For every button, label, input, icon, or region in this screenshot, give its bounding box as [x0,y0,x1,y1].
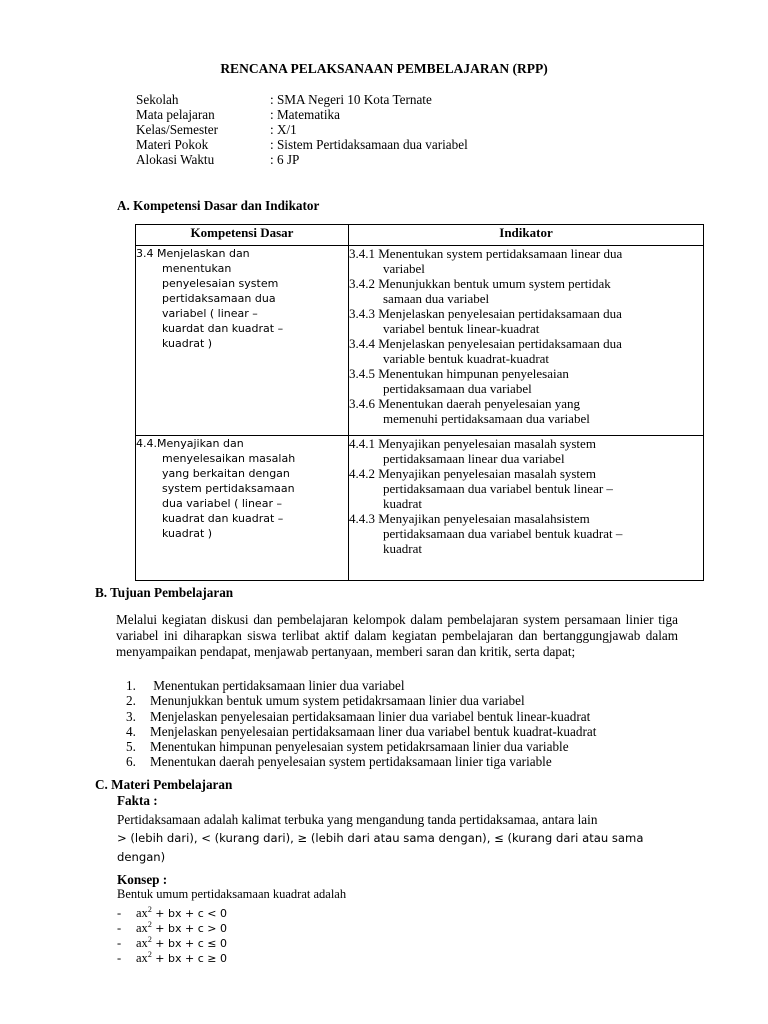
indicator-item [349,246,703,276]
identity-value: : 6 JP [270,152,300,167]
list-item [126,693,596,708]
formula-exponent: 2 [147,905,152,914]
indicator-line: kuadrat [383,496,422,511]
list-dash: - [117,951,122,966]
list-text: Menentukan pertidaksamaan linier dua variabel [150,678,405,693]
section-c-heading: C. Materi Pembelajaran [95,777,233,792]
formula-rest: + bx + c < 0 [151,907,227,921]
indicator-item [349,276,703,306]
indicator-item [349,336,703,366]
identity-label: Alokasi Waktu [136,152,215,167]
kd-line: 3.4 Menjelaskan dan [136,247,250,260]
list-number: 5. [126,739,136,755]
kd-line: pertidaksamaan dua [162,292,276,305]
list-item [117,917,227,936]
indicator-item [349,511,703,556]
identity-value: : X/1 [270,122,297,137]
list-item [117,932,227,951]
list-number: 1. [126,678,136,693]
kd-line: penyelesaian system [162,277,279,290]
identity-value: : Sistem Pertidaksamaan dua variabel [270,137,468,152]
list-item [126,724,596,739]
indicator-item [349,396,703,426]
kd-line: kuadrat ) [162,337,213,350]
indicator-line: memenuhi pertidaksamaan dua variabel [383,411,590,426]
formula-rest: + bx + c ≤ 0 [151,937,227,951]
list-text: Menentukan daerah penyelesaian system pertidaksamaan linier tiga variable [150,754,552,770]
konsep-label: Konsep : [117,872,168,887]
indicator-item [349,466,703,511]
formula-ax: ax [136,921,148,936]
konsep-intro: Bentuk umum pertidaksamaan kuadrat adalah [117,887,347,901]
list-item [126,678,596,693]
objective-paragraph: Melalui kegiatan diskusi dan pembelajaran kelompok dalam pembelajaran system persamaan linier tiga variabel ini diharapkan siswa terlibat aktif dalam kegiatan pembelajaran dan bertanggungjawab dalam menyampaikan pendapat, menjawab pertanyaan, memberi saran dan kritik, serta dapat; [116,612,678,659]
indicator-line: pertidaksamaan dua variabel bentuk linear – [383,481,613,496]
formula-rest: + bx + c > 0 [151,922,227,936]
indicator-line: 3.4.5 Menentukan himpunan penyelesaian [349,366,569,381]
identity-label: Mata pelajaran [136,107,215,122]
indicator-line: 3.4.6 Menentukan daerah penyelesaian yang [349,396,581,411]
list-text: Menjelaskan penyelesaian pertidaksamaan liner dua variabel bentuk kuadrat-kuadrat [150,723,597,739]
column-header-kd: Kompetensi Dasar [136,225,349,246]
formula-exponent: 2 [147,920,152,929]
kd-line: menentukan [162,262,232,275]
indicator-item [349,436,703,466]
section-a-heading: A. Kompetensi Dasar dan Indikator [117,198,320,213]
indicator-line: pertidaksamaan dua variabel [383,381,532,396]
indicator-line: 4.4.1 Menyajikan penyelesaian masalah system [349,436,596,451]
list-number: 4. [126,723,136,739]
fakta-label: Fakta : [117,793,158,808]
kd-line: menyelesaikan masalah [162,452,296,465]
kd-cell-4-4 [136,436,349,581]
identity-label: Sekolah [136,92,179,107]
formula-ax: ax [136,906,148,921]
indicator-item [349,366,703,396]
indicator-line: 3.4.3 Menjelaskan penyelesaian pertidaksamaan dua [349,306,622,321]
kd-line: kuadrat ) [162,527,213,540]
formula-rest: + bx + c ≥ 0 [151,952,227,966]
list-item [126,739,596,754]
list-item [117,902,227,921]
indicator-cell-3-4 [349,246,704,436]
list-item [126,754,596,769]
identity-label: Kelas/Semester [136,122,219,137]
indicator-line: pertidaksamaan dua variabel bentuk kuadrat – [383,526,623,541]
indicator-cell-4-4 [349,436,704,581]
fakta-text [117,810,677,867]
indicator-line: 3.4.2 Menunjukkan bentuk umum system pertidak [349,276,611,291]
objective-list [126,678,596,770]
list-dash: - [117,936,122,951]
kd-line: kuardat dan kuadrat – [162,322,284,335]
page-title: RENCANA PELAKSANAAN PEMBELAJARAN (RPP) [220,61,548,76]
list-item [117,947,227,966]
formula-ax: ax [136,936,148,951]
list-text: Menunjukkan bentuk umum system petidakrsamaan linier dua variabel [150,693,525,709]
list-item [126,709,596,724]
kd-line: 4.4.Menyajikan dan [136,437,244,450]
indicator-line: pertidaksamaan linear dua variabel [383,451,565,466]
indicator-line: kuadrat [383,541,422,556]
fakta-line: > (lebih dari), < (kurang dari), ≥ (lebih dari atau sama dengan), ≤ (kurang dari atau sama [117,831,644,845]
indicator-line: 3.4.1 Menentukan system pertidaksamaan linear dua [349,246,623,261]
formula-exponent: 2 [147,935,152,944]
identity-value: : SMA Negeri 10 Kota Ternate [270,92,432,107]
kd-line: yang berkaitan dengan [162,467,290,480]
fakta-line: dengan) [117,850,166,864]
formula-exponent: 2 [147,950,152,959]
kd-line: variabel ( linear – [162,307,258,320]
list-dash: - [117,906,122,921]
competency-table [135,224,704,581]
indicator-line: variable bentuk kuadrat-kuadrat [383,351,550,366]
indicator-line: 3.4.4 Menjelaskan penyelesaian pertidaksamaan dua [349,336,622,351]
list-number: 2. [126,693,136,709]
identity-value: : Matematika [270,107,340,122]
indicator-line: 4.4.3 Menyajikan penyelesaian masalahsistem [349,511,590,526]
list-number: 3. [126,708,136,724]
konsep-list [117,902,227,966]
list-dash: - [117,921,122,936]
list-text: Menjelaskan penyelesaian pertidaksamaan linier dua variabel bentuk linear-kuadrat [150,708,591,724]
kd-line: kuadrat dan kuadrat – [162,512,284,525]
list-number: 6. [126,754,136,770]
column-header-indicator: Indikator [349,225,704,246]
section-b-heading: B. Tujuan Pembelajaran [95,585,234,600]
formula-ax: ax [136,951,148,966]
kd-cell-3-4 [136,246,349,436]
identity-label: Materi Pokok [136,137,209,152]
kd-line: dua variabel ( linear – [162,497,282,510]
indicator-line: samaan dua variabel [383,291,490,306]
fakta-line: Pertidaksamaan adalah kalimat terbuka yang mengandung tanda pertidaksamaa, antara lain [117,812,598,827]
indicator-line: variabel bentuk linear-kuadrat [383,321,540,336]
indicator-line: variabel [383,261,425,276]
kd-line: system pertidaksamaan [162,482,295,495]
indicator-item [349,306,703,336]
indicator-line: 4.4.2 Menyajikan penyelesaian masalah system [349,466,596,481]
list-text: Menentukan himpunan penyelesaian system petidakrsamaan linier dua variable [150,739,569,755]
